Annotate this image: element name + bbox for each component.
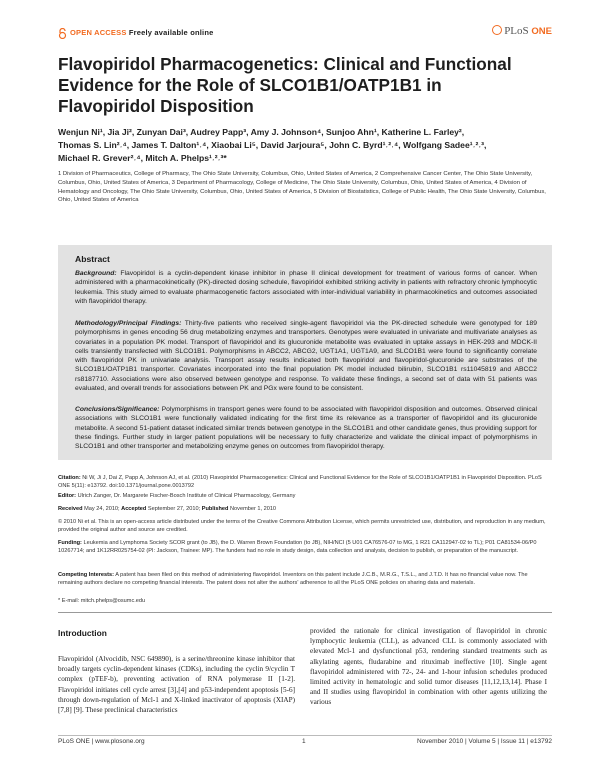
affiliations: 1 Division of Pharmaceutics, College of Pharmacy, The Ohio State University, Columbus, Ohio, United States of America, 2 Comprehensive Cancer Center, The Ohio State University, Columbus, Ohio, United States of America, 3 Department of Pharmacology, College of Medicine, The Ohio State University, Columbus, Ohio, United States of America, 4 Division of Hematology and Oncology, The Ohio State University, Columbus, Ohio, United States of America, 5 Division of Biostatistics, College of Public Health, The Ohio State University, Columbus, Ohio, United States of America — [58, 171, 546, 204]
freely-available-text: Freely available online — [128, 28, 214, 37]
section-heading-introduction: Introduction — [58, 628, 107, 638]
author-list — [58, 126, 558, 165]
citation-label: Citation: — [58, 475, 81, 481]
editor-text: Ulrich Zanger, Dr. Margarete Fischer-Bosch Institute of Clinical Pharmacology, Germany — [77, 493, 296, 499]
copyright: © 2010 Ni et al. This is an open-access article distributed under the terms of the Creative Commons Attribution License, which permits unrestricted use, distribution, and reproduction in any medium, provided the original author and source are credited. — [58, 519, 546, 534]
intro-left-column: Flavopiridol (Alvocidib, NSC 649890), is a serine/threonine kinase inhibitor that broadly targets cyclin-dependent kinases (CDKs), including the cyclin 9/cyclin T complex (pTEF-b), preventing activation of RNA polymerase II [1-2]. Flavopiridol initiates cell cycle arrest [3],[4] and p53-independent apoptosis [5-6] through down-regulation of Mcl-1 and X-linked inactivator of apoptosis (XIAP) [7,8] [9]. These preclinical characteristics — [58, 655, 295, 715]
dates — [58, 505, 552, 513]
accepted-date: September 27, 2010; — [147, 506, 201, 512]
editor-label: Editor: — [58, 493, 77, 499]
accepted-label: Accepted — [121, 506, 147, 512]
section-label: Conclusions/Significance: — [75, 406, 160, 413]
divider — [58, 612, 552, 613]
open-access-label — [70, 28, 213, 37]
author-line: Thomas S. Lin²˒⁴, James T. Dalton¹˒⁴, Xiaobai Li⁵, David Jarjoura⁵, John C. Byrd¹˒²˒⁴, Wolfgang Sadee¹˒²˒³, — [58, 140, 487, 150]
editor — [58, 492, 552, 500]
section-label: Methodology/Principal Findings: — [75, 320, 182, 327]
published-label: Published — [201, 506, 229, 512]
author-line: Michael R. Grever²˒⁴, Mitch A. Phelps¹˒²˒³* — [58, 153, 227, 163]
abstract-box — [58, 245, 552, 460]
plos-logo-icon — [492, 25, 502, 35]
journal-header — [58, 27, 552, 43]
section-text: Polymorphisms in transport genes were found to be associated with flavopiridol disposition and outcomes. Observed clinical associations with SLCO1B1 were functionally validated indicating for the first time its relevance as a transporter of flavopiridol and its glucuronide metabolite. A second 51-patient dataset indicated similar trends between genotype in the SLCO1B1 and other candidate genes, thus providing support for these findings. Further study in larger patient populations will be necessary to fully characterize and validate the clinical impact of polymorphisms in SLCO1B1 and other transporter and metabolizing enzyme genes on outcomes from flavopiridol therapy. — [75, 406, 537, 451]
intro-right-column: provided the rationale for clinical investigation of flavopiridol in chronic lymphocytic leukemia (CLL), as advanced CLL is commonly associated with elevated Mcl-1 and dysfunctional p53, rendering standard treatments such as alkylating agents, fludarabine and rituximab ineffective [10]. Single agent flavopiridol administered with 72-, 24- and 1-hour infusion schedules produced limited activity in hematologic and solid tumor diseases [11,12,13,14]. Phase I and II studies using flavopiridol in combination with other agents utilizing the various — [310, 627, 547, 707]
received-label: Received — [58, 506, 83, 512]
logo-plos-text: PLoS — [504, 25, 529, 37]
citation — [58, 474, 552, 490]
footer-journal: PLoS ONE | www.plosone.org — [58, 738, 145, 745]
article-title: Flavopiridol Pharmacogenetics: Clinical and Functional Evidence for the Role of SLCO1B1/OATP1B1 in Flavopiridol Disposition — [58, 54, 512, 116]
footer-issue: November 2010 | Volume 5 | Issue 11 | e13792 — [416, 738, 552, 745]
page-footer — [58, 738, 552, 750]
funding-label: Funding: — [58, 540, 82, 546]
abstract-conclusions — [75, 405, 537, 451]
author-line: Wenjun Ni¹, Jia Ji², Zunyan Dai³, Audrey Papp³, Amy J. Johnson⁴, Sunjoo Ahn¹, Katherine L. Farley², — [58, 127, 465, 137]
section-text: Thirty-five patients who received single-agent flavopiridol via the PK-directed schedule were genotyped for 189 polymorphisms in genes encoding 56 drug metabolizing enzymes and transporters. Genotypes were evaluated in univariate and multivariate analyses as covariates in a population PK model. Transport of flavopiridol and its glucuronide metabolite was evaluated in uptake assays in HEK-293 and MDCK-II cells transiently transfected with SLCO1B1. Polymorphisms in ABCC2, ABCG2, UGT1A1, UGT1A9, and SLCO1B1 were found to significantly correlate with flavopiridol PK in univariate analysis. Transport assay results indicated both flavopiridol and flavopiridol-glucuronide are substrates of the SLCO1B1/OATP1B1 transporter. Covariates incorporated into the final population PK model included bilirubin, SLCO1B1 rs11045819 and ABCC2 rs8187710. Associations were also observed between genotype and response. To validate these findings, a second set of data with 51 patients was evaluated, and overall trends for associations between PK and PGx were found to be consistent. — [75, 320, 537, 393]
competing-interests — [58, 571, 552, 587]
access-word: ACCESS — [94, 28, 127, 37]
competing-label: Competing Interests: — [58, 572, 114, 578]
section-label: Background: — [75, 270, 117, 277]
abstract-methods — [75, 319, 537, 393]
page-number: 1 — [302, 738, 306, 745]
published-date: November 1, 2010 — [230, 506, 277, 512]
plos-logo — [492, 25, 552, 37]
received-date: May 24, 2010; — [84, 506, 120, 512]
open-access-lock-icon — [58, 28, 67, 39]
competing-text: A patent has been filed on this method of administering flavopiridol. Inventors on this patent include J.C.B., M.R.G., T.S.L., and J.T.D. It has no financial value now. The remaining authors declare no competing financial interests. The patent does not alter the authors' adherence to all the PLoS ONE policies on sharing data and materials. — [58, 572, 528, 587]
funding — [58, 539, 552, 555]
funding-text: Leukemia and Lymphoma Society SCOR grant (to JB), the D. Warren Brown Foundation (to JB), NIH/NCI (5 U01 CA76576-07 to MG, 1 R21 CA112947-02 to TL); P01 CA81534-06/P0 10267714; and 1K12RR025754-02 (PI: Jackson, Trainee: MP). The funders had no role in study design, data collection and analysis, decision to publish, or preparation of the manuscript. — [58, 540, 537, 555]
logo-one-text: ONE — [531, 26, 552, 37]
citation-text: Ni W, Ji J, Dai Z, Papp A, Johnson AJ, et al. (2010) Flavopiridol Pharmacogenetics: Clinical and Functional Evidence for the Role of SLCO1B1/OATP1B1 in Flavopiridol Disposition. PLoS ONE 5(11): e13792. doi:10.1371/journal.pone.0013792 — [58, 475, 542, 490]
abstract-heading: Abstract — [75, 254, 110, 264]
abstract-background — [75, 269, 537, 306]
corresponding-email: * E-mail: mitch.phelps@osumc.edu — [58, 598, 146, 604]
open-word: OPEN — [70, 28, 93, 37]
section-text: Flavopiridol is a cyclin-dependent kinase inhibitor in phase II clinical development for treatment of various forms of cancer. When administered with a pharmacokinetically (PK)-directed dosing schedule, flavopiridol exhibited striking activity in patients with refractory chronic lymphocytic leukemia. This study aimed to evaluate pharmacogenetic factors associated with inter-individual variability in pharmacokinetics and outcomes associated with flavopiridol therapy. — [75, 270, 537, 305]
footer-divider — [58, 735, 552, 736]
